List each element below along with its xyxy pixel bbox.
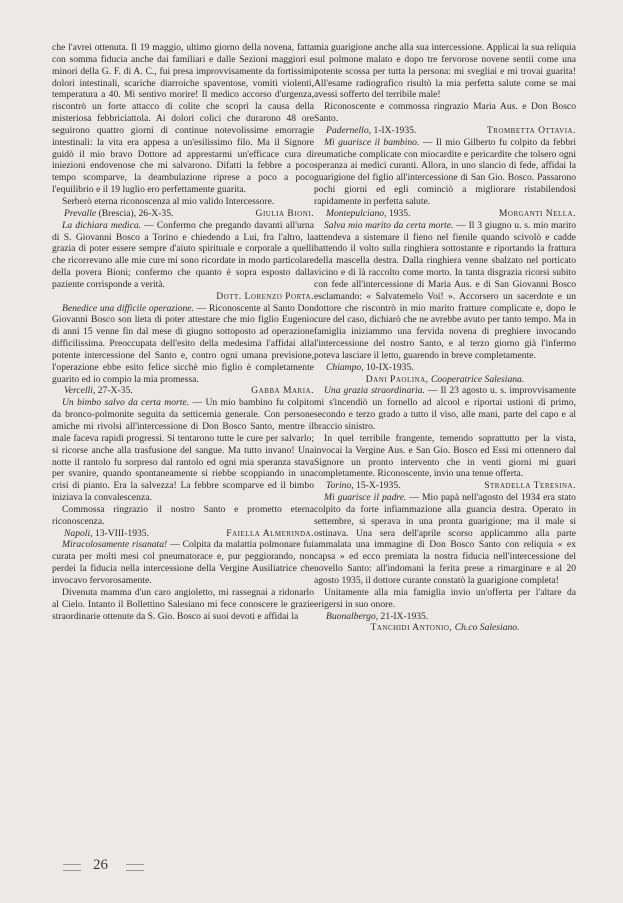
paragraph-text: Serberò eterna riconoscenza al mio valido Intercessore. — [62, 195, 275, 207]
right-column — [314, 42, 576, 634]
paragraph-text: — Il 23 agosto u. s. improvvisamente mi s'incendiò un fornello ad alcool e riportai ustioni di primo, secondo e terzo grado a tutto il viso, alle mani, parte del capo e al braccio sinistro. — [314, 385, 576, 432]
signature-line — [314, 125, 576, 137]
paragraph — [52, 303, 314, 386]
paragraph — [314, 42, 576, 101]
date: , 1-IX-1935. — [368, 124, 417, 136]
signer-name: Stradella Teresina. — [484, 480, 576, 492]
paragraph-text: In quel terribile frangente, temendo soprattutto per la vista, invocai la Vergine Aus. e San Gio. Bosco ed Essi mi ottennero dal Signore un pronto intervento che in venti giorni mi guarì completamente. Riconoscente, invio una tenue offerta. — [314, 432, 576, 480]
testimony-title: Un bimbo salvo da certa morte. — [62, 397, 190, 409]
date: , 1935. — [384, 207, 411, 219]
paragraph — [52, 397, 314, 504]
date: , 21-IX-1935. — [375, 610, 429, 622]
place-date — [64, 528, 149, 540]
place-name: Buonalbergo — [326, 610, 376, 622]
paragraph — [52, 539, 314, 586]
paragraph — [52, 42, 314, 196]
date: , 10-IX-1935. — [361, 361, 414, 373]
place-date — [326, 362, 414, 374]
place-date — [64, 208, 173, 220]
date: , 27-X-35. — [92, 385, 133, 397]
paragraph — [52, 587, 314, 623]
paragraph-text: — Mio papà nell'agosto del 1934 era stato colpito da forte infiammazione alla guancia destra. Operato in settembre, si sperava in una pronta guarigione; ma il male si ostinava. Una sera dell'aprile scorso applicammo alla parte ammalata una immagine di Don Bosco Santo con reliquia « ex capsa » ed ecco premiata la nostra fiducia nell'intercessione del novello Santo: all'indomani la ferita prese a rimarginare e al 20 agosto 1935, il dottore curante constatò la guarigione completa! — [314, 492, 576, 586]
place-name: Napoli — [64, 527, 91, 539]
paragraph-text: Riconoscente e commossa ringrazio Maria Aus. e Don Bosco Santo. — [314, 101, 576, 125]
testimony-title: Benedice una difficile operazione. — [62, 302, 194, 314]
paragraph — [314, 433, 576, 480]
paragraph-text: — Colpita da malattia polmonare fui curata per molti mesi col pneumatorace e, pur peggiorando, non perdei la fiducia nella intercessione della Vergine Ausiliatrice che invocavo fervorosamente. — [52, 539, 314, 586]
paragraph — [52, 504, 314, 528]
signature-line — [52, 528, 314, 540]
paragraph — [52, 196, 314, 208]
signer-name: Tanchidi Antonio, — [370, 622, 453, 634]
place-name: Padernello — [326, 124, 369, 136]
date: , 15-X-1935. — [351, 480, 401, 492]
signature-line — [52, 208, 314, 220]
signer-name: Gabba Maria. — [251, 385, 314, 397]
paragraph — [314, 492, 576, 587]
paragraph-text: — Confermo che pregando davanti all'urna di S. Giovanni Bosco a Torino e chiedendo a Lui, fra l'altro, la grazia di poter essere sempre d'aiuto spirituale e corporale a quelli che ricorrevano alle mie cure mi sono ricordate in modo particolare della povera Bioni; confermo che quanto è sopra esposto dalla paziente corrisponde a verità. — [52, 219, 314, 290]
place-date — [326, 480, 401, 492]
signature-line — [52, 385, 314, 397]
place-name: Vercelli — [64, 385, 93, 397]
signature-line — [314, 480, 576, 492]
paragraph — [314, 101, 576, 125]
signature-line — [314, 622, 576, 634]
paragraph-text: Commossa ringrazio il nostro Santo e prometto eterna riconoscenza. — [52, 503, 314, 527]
date: (Brescia), 26-X-35. — [96, 207, 174, 219]
testimony-title: Una grazia straordinaria. — [324, 385, 425, 397]
signer-role: Ch.co Salesiano. — [452, 622, 520, 634]
place-name: Prevalle — [64, 207, 97, 219]
signature-line — [314, 611, 576, 623]
paragraph — [314, 587, 576, 611]
signer-name: Trombetta Ottavia. — [486, 124, 576, 136]
signature-line — [314, 208, 576, 220]
testimony-title: Mi guarisce il bambino. — [324, 136, 420, 148]
signer-name: Dani Paolina, — [365, 373, 429, 385]
signer-role: Cooperatrice Salesiana. — [428, 373, 525, 385]
paragraph — [314, 137, 576, 208]
page-footer — [0, 848, 623, 878]
left-column — [52, 42, 314, 622]
page-number: 26 — [93, 857, 108, 873]
paragraph-text: — Riconoscente al Santo Don Giovanni Bosco son lieta di poter attestare che mio figlio Eugenio di anni 15 venne fin dal mese di giugno sottoposto ad operazione difficilissima. Preoccupata dell'esito della medesima l'affidai alla potente intercessione del Santo e, contro ogni umana previsione, l'operazione ebbe esito felice sicchè mio figlio è completamente guarito ed io compio la mia promessa. — [52, 302, 315, 385]
paragraph-text: mia guarigione anche alla sua intercessione. Applicai la sua reliquia sul polmone malato e dopo tre fervorose novene sentii come una potente scossa per tutta la persona: mi svegliai e mi trovai guarita! All'esame radiografico risultò la mia perfetta salute come se mai avessi sofferto del terribile male! — [314, 42, 576, 101]
place-name: Torino — [326, 480, 352, 492]
paragraph — [314, 220, 576, 362]
paragraph — [52, 220, 314, 291]
date: , 13-VIII-1935. — [90, 527, 150, 539]
footer-ornament-left — [63, 864, 81, 871]
place-date — [326, 208, 410, 220]
signer-name: Faiella Almerinda. — [226, 527, 314, 539]
testimony-title: La dichiara medica. — [62, 219, 142, 231]
place-date — [326, 125, 416, 137]
paragraph-text: che l'avrei ottenuta. Il 19 maggio, ultimo giorno della novena, fatta con somma fiducia anche dai familiari e dalle Sezioni maggiori e minori della G. F. di A. C., fui presa improvvisamente da fortissimi dolori intestinali, scariche diarroiche spaventose, vomiti violenti, temperatura a 40. Mi sentivo morire! Il medico accorso d'urgenza, riscontrò un forte attacco di colite che scoprì la causa della misteriosa febbriciattola. Ai dolori colici che durarono 48 ore seguirono quattro giorni di continue notevolissime emorragie intestinali: la vita era appesa a un'esilissimo filo. Ma il Signore guidò il mio bravo Dottore ad apprestarmi un'efficace cura di iniezioni endovenose che mi salvarono. Difatti la febbre a poco tempo scomparve, la deambulazione riprese a poco a poco l'equilibrio e il 19 luglio ero perfettamente guarita. — [52, 42, 314, 196]
testimony-title: Salva mio marito da certa morte. — [324, 219, 454, 231]
paragraph-text: Divenuta mamma d'un caro angioletto, mi rassegnai a ridonarlo al Cielo. Intanto il Bollettino Salesiano mi fece conoscere le grazie straordinarie ottenute da S. Gio. Bosco ai suoi devoti e affidai la — [52, 586, 314, 622]
place-name: Montepulciano — [326, 207, 385, 219]
footer-ornament-right — [126, 864, 144, 871]
paragraph — [314, 385, 576, 432]
signature-line — [52, 291, 314, 303]
signer-name: Dott. Lorenzo Porta. — [216, 290, 314, 302]
testimony-title: Mi guarisce il padre. — [324, 492, 407, 504]
paragraph-text: Unitamente alla mia famiglia invio un'offerta per l'altare da erigersi in suo onore. — [314, 586, 576, 610]
testimony-title: Miracolosamente risanata! — [62, 539, 168, 551]
place-date — [64, 385, 133, 397]
signer-name: Morganti Nella. — [498, 207, 576, 219]
place-name: Chiampo — [326, 361, 362, 373]
signer-name: Giulia Bioni. — [255, 207, 314, 219]
signature-line — [314, 362, 576, 374]
paragraph-text: — Il mio Gilberto fu colpito da febbri reumatiche complicate con miocardite e pericardite che tolsero ogni speranza ai medici curanti. Allora, in uno slancio di fede, affidai la guarigione del figlio all'intercessione di San Gio. Bosco. Passarono pochi giorni ed egli cominciò a migliorare ristabilendosi rapidamente in perfetta salute. — [314, 136, 577, 207]
signature-line — [314, 374, 576, 386]
place-date — [326, 611, 428, 623]
paragraph-text: — Un mio bambino fu colpito da bronco-polmonite seguita da setticemia generale. Con persone amiche mi rivolsi all'intercessione di Don Bosco Santo, mentre il male faceva rapidi progressi. Si tentarono tutte le cure per salvarlo; si ricorse anche alla trasfusione del sangue. Ma tutto invano! Una notte il rantolo fu sorpreso dal rantolo ed ogni mia speranza stava per svanire, quando spontaneamente si riebbe scoppiando in una crisi di pianto. Era la salvezza! La febbre scomparve ed il bimbo iniziava la convalescenza. — [52, 397, 314, 504]
paragraph-text: — Il 3 giugno u. s. mio marito attendeva a sistemare il fieno nel fienile quando scivolò e cadde battendo il volto sulla ringhiera sottostante e riportando la frattura della mascella destra. Dalla ringhiera venne sbalzato nel porticato vicino e di là raccolto come morto. In tanta disgrazia ricorsi subito con fede all'intercessione di Maria Aus. e di San Giovanni Bosco esclamando: « Salvatemelo Voi! ». Accorsero un sacerdote e un dottore che riscontrò in mio marito fratture complicate e, dopo le cure del caso, dichiarò che ne avrebbe avuto per tanto tempo. Ma in famiglia iniziammo una fervida novena di preghiere invocando l'intercessione del nostro Santo, e al terzo giorno già l'infermo poteva lasciare il letto, guarendo in breve completamente. — [314, 219, 576, 361]
